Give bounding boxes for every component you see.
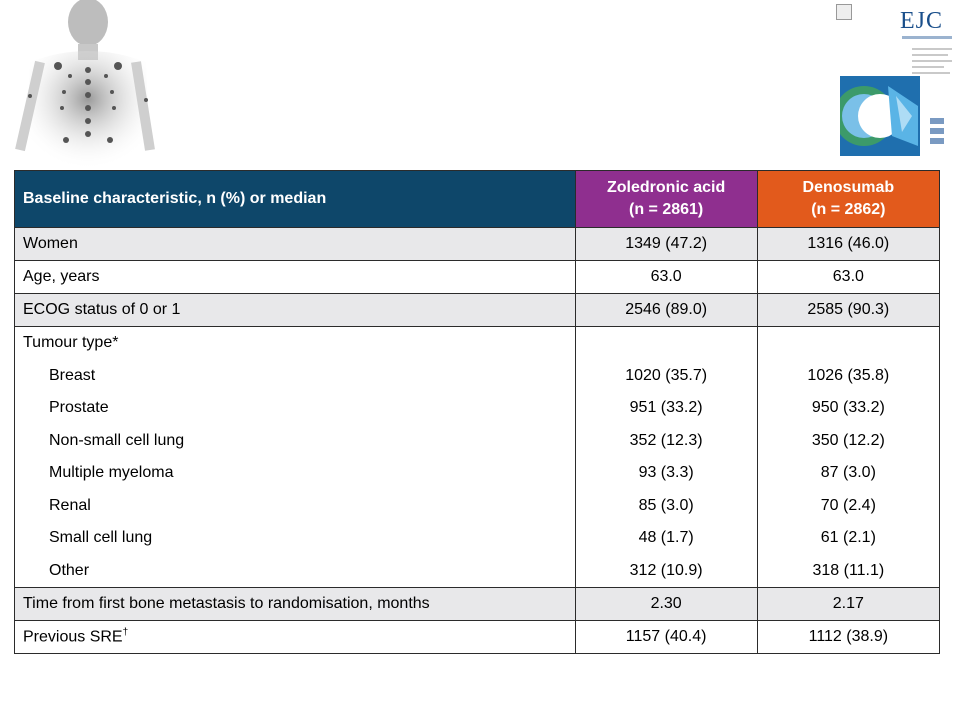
tumour-label: Renal [49, 496, 91, 514]
denosumab-value: 1316 (46.0) [757, 228, 939, 261]
table-row [15, 228, 940, 261]
denosumab-value: 1026 (35.8) [807, 366, 890, 384]
denosumab-value: 2.17 [757, 588, 939, 621]
denosumab-value: 1112 (38.9) [757, 621, 939, 654]
tumour-label: Multiple myeloma [49, 464, 174, 481]
baseline-characteristics-table [14, 170, 940, 654]
row-label: ECOG status of 0 or 1 [15, 294, 576, 327]
zoledronic-value: 312 (10.9) [629, 561, 703, 579]
header-denosumab [757, 171, 939, 228]
tumour-type-labels [15, 327, 576, 588]
cover-text-line [912, 72, 950, 74]
zoledronic-value: 2546 (89.0) [575, 294, 757, 327]
sre-label: Previous SRE [23, 628, 123, 646]
zoledronic-value: 1020 (35.7) [625, 366, 708, 384]
denosumab-value: 61 (2.1) [820, 529, 876, 546]
row-label: Women [15, 228, 576, 261]
journal-brand: EJC [900, 8, 944, 34]
denosumab-value: 63.0 [757, 261, 939, 294]
denosumab-value: 350 (12.2) [811, 431, 885, 449]
tumour-label: Small cell lung [49, 529, 153, 546]
table-row [15, 588, 940, 621]
zoledronic-value: 2.30 [575, 588, 757, 621]
table-row [15, 621, 940, 654]
tumour-label: Prostate [49, 399, 109, 416]
publisher-logo-icon [836, 4, 852, 20]
bone-scan-image [0, 0, 170, 170]
cover-badge [930, 128, 944, 134]
zoledronic-value: 1157 (40.4) [575, 621, 757, 654]
cover-text-line [912, 60, 952, 62]
cover-text-line [912, 54, 948, 56]
zoledronic-value: 93 (3.3) [638, 464, 694, 481]
zoledronic-value: 85 (3.0) [638, 496, 694, 514]
table-row [15, 261, 940, 294]
denosumab-value: 2585 (90.3) [757, 294, 939, 327]
denosumab-value: 318 (11.1) [812, 561, 885, 579]
dagger-footnote-mark: † [122, 627, 129, 639]
cover-artwork [840, 76, 920, 156]
spacer [758, 327, 939, 360]
spacer [576, 327, 757, 360]
denosumab-value: 70 (2.4) [820, 496, 876, 514]
header-zoledronic-name: Zoledronic acid [607, 179, 726, 196]
cover-badge [930, 138, 944, 144]
journal-subtitle-bar [902, 36, 952, 39]
row-label: Time from first bone metastasis to randomisation, months [15, 588, 576, 621]
tumour-label: Non-small cell lung [49, 431, 185, 449]
zoledronic-value: 48 (1.7) [638, 529, 694, 546]
zoledronic-value: 352 (12.3) [629, 431, 703, 449]
denosumab-value: 950 (33.2) [811, 399, 885, 416]
header-characteristic: Baseline characteristic, n (%) or median [15, 171, 576, 228]
tumour-type-row [15, 327, 940, 588]
header-zoledronic-n: (n = 2861) [629, 201, 704, 218]
zoledronic-value: 951 (33.2) [629, 399, 703, 416]
zoledronic-value: 63.0 [575, 261, 757, 294]
zoledronic-value: 1349 (47.2) [575, 228, 757, 261]
tumour-type-heading: Tumour type* [23, 334, 119, 351]
cover-badge [930, 118, 944, 124]
tumour-zoledronic-values [575, 327, 757, 588]
header-denosumab-n: (n = 2862) [811, 201, 886, 218]
cover-text-line [912, 66, 944, 68]
table-header-row [15, 171, 940, 228]
table-row [15, 294, 940, 327]
journal-cover [830, 0, 958, 160]
row-label: Age, years [15, 261, 576, 294]
cover-text-line [912, 48, 952, 50]
denosumab-value: 87 (3.0) [820, 464, 876, 481]
tumour-denosumab-values [757, 327, 939, 588]
tumour-label: Other [49, 561, 90, 579]
row-label [15, 621, 576, 654]
tumour-label: Breast [49, 366, 96, 384]
header-zoledronic-acid [575, 171, 757, 228]
header-denosumab-name: Denosumab [802, 179, 895, 196]
